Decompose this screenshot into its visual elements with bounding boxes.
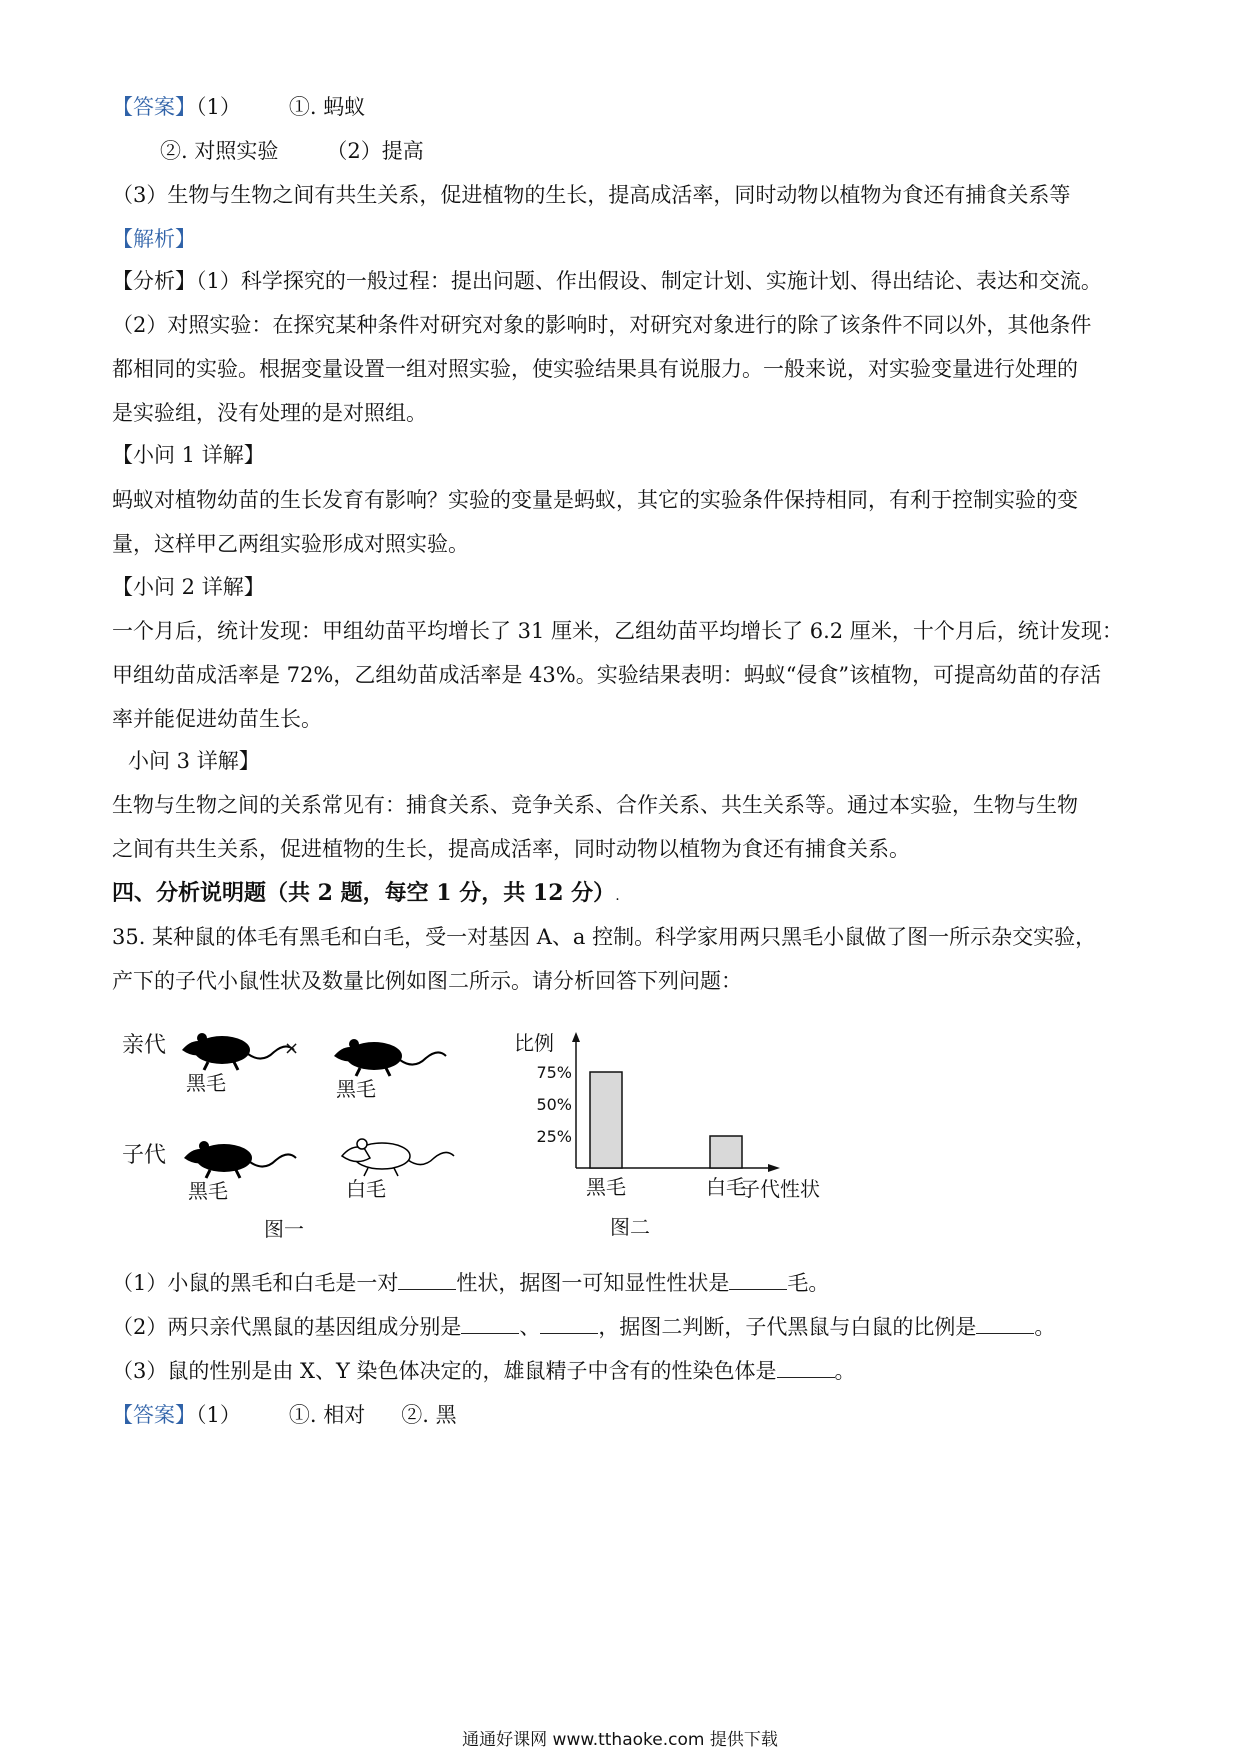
answer-a2: ②. 对照实验 bbox=[160, 139, 279, 163]
q35-sub3 bbox=[112, 1356, 1132, 1386]
q35-sub3-b: 。 bbox=[834, 1359, 856, 1383]
detail3-b: 之间有共生关系，促进植物的生长，提高成活率，同时动物以植物为食还有捕食关系。 bbox=[112, 837, 910, 861]
analysis-p2a: （2）对照实验：在探究某种条件对研究对象的影响时，对研究对象进行的除了该条件不同以外，其他条件 bbox=[112, 313, 1092, 337]
chart-category-label: 黑毛 bbox=[586, 1175, 626, 1199]
detail2-title: 【小问 2 详解】 bbox=[112, 575, 265, 599]
chart-x-arrow bbox=[768, 1164, 780, 1172]
fig1-parent2-label: 黑毛 bbox=[336, 1077, 376, 1101]
detail1-b: 量，这样甲乙两组实验形成对照实验。 bbox=[112, 532, 469, 556]
detail3-a: 生物与生物之间的关系常见有：捕食关系、竞争关系、合作关系、共生关系等。通过本实验，生物与生物 bbox=[112, 793, 1078, 817]
detail1-title: 【小问 1 详解】 bbox=[112, 443, 265, 467]
black-mouse-icon bbox=[184, 1141, 296, 1178]
fig1-child1-label: 黑毛 bbox=[188, 1179, 228, 1203]
answer-a1: ①. 蚂蚁 bbox=[288, 95, 366, 119]
answer-tag: 【答案】 bbox=[112, 95, 196, 119]
q35-sub2-b: 、 bbox=[519, 1315, 541, 1339]
answer-blank[interactable] bbox=[777, 1357, 835, 1378]
answer-line-1 bbox=[112, 92, 1132, 122]
detail2-b: 甲组幼苗成活率是 72%，乙组幼苗成活率是 43%。实验结果表明：蚂蚁“侵食”该植物，可提高幼苗的存活 bbox=[112, 663, 1102, 687]
chart-xlabel: 子代性状 bbox=[740, 1177, 820, 1201]
q35-sub1 bbox=[112, 1268, 1132, 1298]
fig1-child-label: 子代 bbox=[122, 1143, 167, 1168]
answer2-tag: 【答案】 bbox=[112, 1403, 196, 1427]
figure-1 bbox=[120, 1020, 540, 1250]
fig1-caption: 图一 bbox=[264, 1217, 304, 1241]
chart-category-label: 白毛 bbox=[706, 1175, 746, 1199]
answer2-line bbox=[112, 1400, 1132, 1430]
q35-sub1-b: 性状，据图一可知显性性状是 bbox=[456, 1271, 730, 1295]
q35-sub2-d: 。 bbox=[1034, 1315, 1056, 1339]
answer-blank[interactable] bbox=[540, 1313, 598, 1334]
answer-blank[interactable] bbox=[976, 1313, 1034, 1334]
q35-sub1-a: （1）小鼠的黑毛和白毛是一对 bbox=[112, 1271, 399, 1295]
q35-sub2-c: ，据图二判断，子代黑鼠与白鼠的比例是 bbox=[598, 1315, 977, 1339]
answer-q1: （1） bbox=[196, 95, 241, 119]
answer-blank[interactable] bbox=[398, 1269, 456, 1290]
fig1-parent-label: 亲代 bbox=[122, 1033, 167, 1058]
answer-q2: （2）提高 bbox=[326, 139, 424, 163]
answer-blank[interactable] bbox=[461, 1313, 519, 1334]
answer-line-2 bbox=[160, 136, 1180, 166]
detail3-title: 小问 3 详解】 bbox=[128, 749, 260, 773]
detail2-a: 一个月后，统计发现：甲组幼苗平均增长了 31 厘米，乙组幼苗平均增长了 6.2 厘米，十个月后，统计发现： bbox=[112, 619, 1123, 643]
black-mouse-icon bbox=[182, 1033, 294, 1070]
fig2-caption: 图二 bbox=[610, 1215, 650, 1239]
chart-bar bbox=[590, 1072, 622, 1168]
figure-2-chart bbox=[510, 1020, 930, 1250]
chart-y-arrow bbox=[572, 1032, 580, 1042]
footer: 通通好课网 www.tthaoke.com 提供下载 bbox=[462, 1730, 778, 1750]
q35-stem-b: 产下的子代小鼠性状及数量比例如图二所示。请分析回答下列问题： bbox=[112, 969, 742, 993]
section-heading-dot: . bbox=[615, 888, 620, 904]
answer-line-3: （3）生物与生物之间有共生关系，促进植物的生长，提高成活率，同时动物以植物为食还有捕食关系等 bbox=[112, 183, 1071, 207]
black-mouse-icon bbox=[334, 1039, 446, 1076]
answer2-a1: ①. 相对 bbox=[288, 1403, 366, 1427]
q35-stem-a: 35. 某种鼠的体毛有黑毛和白毛，受一对基因 A、a 控制。科学家用两只黑毛小鼠做了图一所示杂交实验， bbox=[112, 925, 1097, 949]
fig1-parent1-label: 黑毛 bbox=[186, 1071, 226, 1095]
detail2-c: 率并能促进幼苗生长。 bbox=[112, 707, 322, 731]
chart-ytick-label: 75% bbox=[536, 1063, 572, 1082]
q35-sub2 bbox=[112, 1312, 1132, 1342]
cross-symbol: × bbox=[284, 1038, 300, 1059]
white-mouse-icon bbox=[342, 1139, 454, 1176]
answer2-a2: ②. 黑 bbox=[401, 1403, 457, 1427]
section-heading-text: 四、分析说明题（共 2 题，每空 1 分，共 12 分） bbox=[112, 880, 616, 906]
chart-ytick-label: 25% bbox=[536, 1127, 572, 1146]
chart-ytick-label: 50% bbox=[536, 1095, 572, 1114]
chart-bar bbox=[710, 1136, 742, 1168]
analysis-p2c: 是实验组，没有处理的是对照组。 bbox=[112, 401, 427, 425]
fig1-child2-label: 白毛 bbox=[346, 1177, 386, 1201]
q35-sub3-a: （3）鼠的性别是由 X、Y 染色体决定的，雄鼠精子中含有的性染色体是 bbox=[112, 1359, 777, 1383]
section-heading bbox=[112, 878, 1132, 911]
q35-sub2-a: （2）两只亲代黑鼠的基因组成分别是 bbox=[112, 1315, 462, 1339]
q35-sub1-c: 毛。 bbox=[787, 1271, 830, 1295]
chart-ylabel: 比例 bbox=[514, 1031, 554, 1055]
answer-blank[interactable] bbox=[729, 1269, 787, 1290]
answer2-q1: （1） bbox=[196, 1403, 241, 1427]
analysis-tag: 【解析】 bbox=[112, 227, 196, 251]
analysis-p1: 【分析】（1）科学探究的一般过程：提出问题、作出假设、制定计划、实施计划、得出结论、表达和交流。 bbox=[112, 269, 1102, 293]
detail1-a: 蚂蚁对植物幼苗的生长发育有影响？实验的变量是蚂蚁，其它的实验条件保持相同，有利于控制实验的变 bbox=[112, 488, 1078, 512]
analysis-p2b: 都相同的实验。根据变量设置一组对照实验，使实验结果具有说服力。一般来说，对实验变量进行处理的 bbox=[112, 357, 1078, 381]
